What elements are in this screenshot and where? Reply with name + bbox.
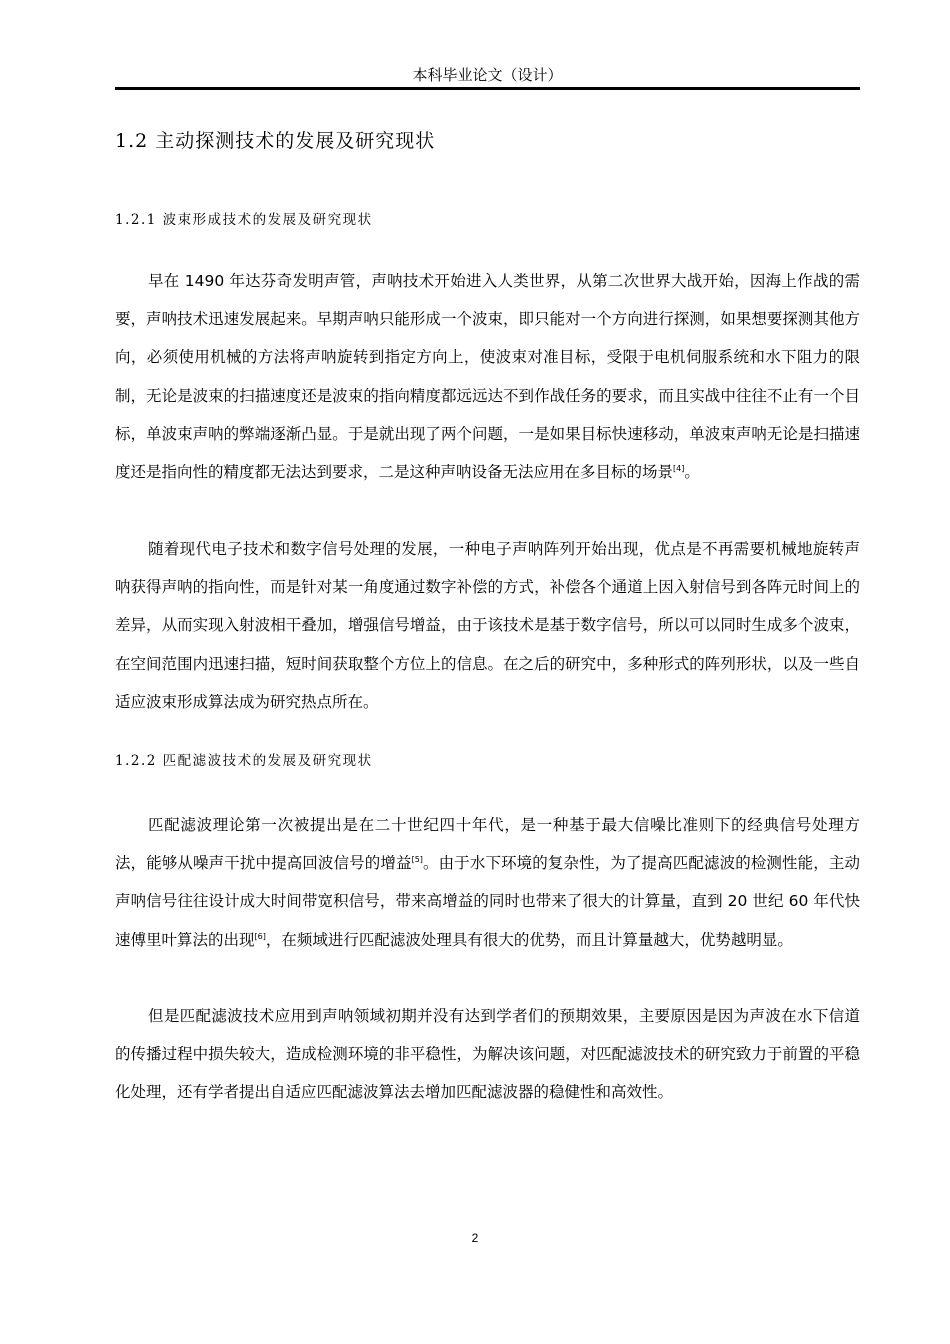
citation-5: [5] — [411, 855, 423, 865]
paragraph-3 — [115, 806, 860, 959]
paragraph-1-text: 早在 1490 年达芬奇发明声管，声呐技术开始进入人类世界，从第二次世界大战开始，因海上作战的需要，声呐技术迅速发展起来。早期声呐只能形成一个波束，即只能对一个方向进行探测，如果想要探测其他方向，必须使用机械的方法将声呐旋转到指定方向上，使波束对准目标，受限于电机伺服系统和水下阻力的限制，无论是波束的扫描速度还是波束的指向精度都远远达不到作战任务的要求，而且实战中往往不止有一个目标，单波束声呐的弊端逐渐凸显。于是就出现了两个问题，一是如果目标快速移动，单波束声呐无论是扫描速度还是指向性的精度都无法达到要求，二是这种声呐设备无法应用在多目标的场景 — [115, 272, 860, 482]
paragraph-1 — [115, 262, 860, 491]
paragraph-1-end: 。 — [684, 463, 700, 482]
citation-4: [4] — [673, 464, 685, 474]
paragraph-2: 随着现代电子技术和数字信号处理的发展，一种电子声呐阵列开始出现，优点是不再需要机械地旋转声呐获得声呐的指向性，而是针对某一角度通过数字补偿的方式，补偿各个通道上因入射信号到各阵元时间上的差异，从而实现入射波相干叠加，增强信号增益，由于该技术是基于数字信号，所以可以同时生成多个波束，在空间范围内迅速扫描，短时间获取整个方位上的信息。在之后的研究中，多种形式的阵列形状，以及一些自适应波束形成算法成为研究热点所在。 — [115, 540, 860, 711]
header-rule — [115, 87, 860, 90]
subsection-heading-2: 1.2.2 匹配滤波技术的发展及研究现状 — [115, 753, 373, 769]
page-header: 本科毕业论文（设计） — [412, 68, 563, 84]
paragraph-3-text-b: 。由于水下环境的复杂性，为了提高匹配滤波的检测性能，主动声呐信号往往设计成大时间带宽积信号，带来高增益的同时也带来了很大的计算量，直到 20 世纪 60 年代快速傅里叶算法的出现 — [115, 854, 860, 949]
subsection-heading-1: 1.2.1 波束形成技术的发展及研究现状 — [115, 212, 373, 228]
paragraph-3-text-c: ，在频域进行匹配滤波处理具有很大的优势，而且计算量越大，优势越明显。 — [265, 930, 793, 949]
paragraph-4: 但是匹配滤波技术应用到声呐领域初期并没有达到学者们的预期效果，主要原因是因为声波在水下信道的传播过程中损失较大，造成检测环境的非平稳性，为解决该问题，对匹配滤波技术的研究致力于前置的平稳化处理，还有学者提出自适应匹配滤波算法去增加匹配滤波器的稳健性和高效性。 — [115, 1007, 860, 1102]
paragraph-3-text-a: 匹配滤波理论第一次被提出是在二十世纪四十年代，是一种基于最大信噪比准则下的经典信号处理方法，能够从噪声干扰中提高回波信号的增益 — [115, 816, 860, 873]
citation-6: [6] — [254, 931, 266, 941]
page-number: 2 — [471, 1231, 479, 1245]
section-heading: 1.2 主动探测技术的发展及研究现状 — [115, 130, 436, 152]
